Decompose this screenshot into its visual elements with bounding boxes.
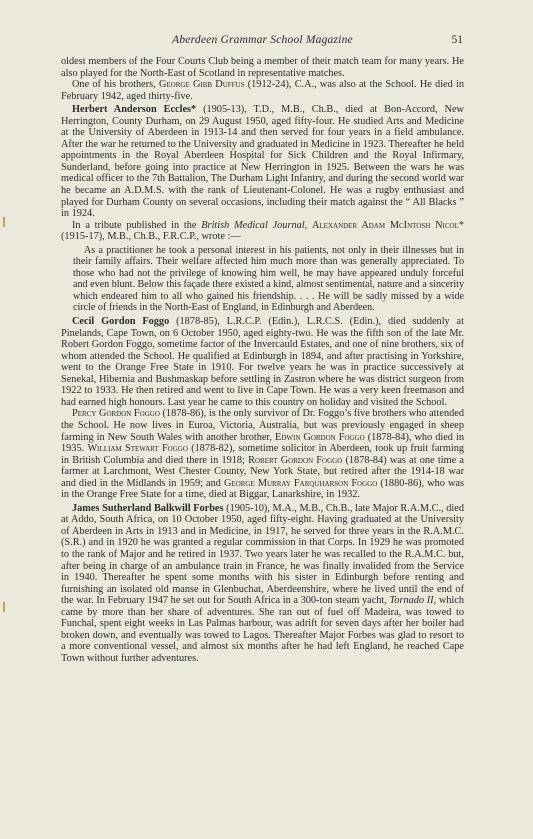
obituary-name: James Sutherland Balkwill Forbes bbox=[72, 502, 224, 514]
person-name: William Stewart Foggo bbox=[87, 443, 188, 455]
margin-mark bbox=[3, 217, 5, 227]
obituary-foggo: Cecil Gordon Foggo (1878-85), L.R.C.P. (Edin.), L.R.C.S. (Edin.), died suddenly at Pinelands, Cape Town, on 6 October 1950, aged eighty-two. He was the fifth son of the late Mr. Robert Gordon Foggo, sometime factor of the Invercauld Estates, and one of nine brothers, six of whom attended the School. He qualified at Edinburgh in 1894, and after practising in Yorkshire, went to the Orange Free State in 1910. For twelve years he was in practice successively at Senekal, Hibernia and Bushmaskap before settling in Zastron where he was district surgeon from 1922 to 1933. He then retired and went to live in Cape Town. He was a very keen freemason and had earned high honours. Last year he came to this country on holiday and visited the School. bbox=[61, 316, 464, 408]
obituary-forbes: James Sutherland Balkwill Forbes (1905-10), M.A., M.B., Ch.B., late Major R.A.M.C., died at Addo, South Africa, on 10 October 1950, aged fifty-eight. Having graduated at the University of Aberdeen in Arts in 1913 and in Medicine, in 1917, he served for three years in the R.A.M.C. (S.R.) and in 1920 he was granted a regular commission in that Corps. In 1929 he was promoted to the rank of Major and he retired in 1937. Two years later he was recalled to the R.A.M.C. but, after being in charge of an ambulance train in France, he was finally invalided from the Service in 1940. Thereafter he spent some months with his sister in Edinburgh before renting and furnishing an isolated old manse in Glenbuchat, Aberdeenshire, where he lived until the end of the war. In February 1947 he set out for South Africa in a 300-ton steam yacht, Tornado II, which came by more than her share of adventures. She ran out of fuel off Madeira, was towed to Funchal, spent eight weeks in Las Palmas harbour, was adrift for seven days after her boiler had broken down, and eventually was towed to Lagos. Thereafter Major Forbes was glad to resort to a more conventional vessel, and almost six months after he had left England, he reached Cape Town without further adventures. bbox=[61, 502, 464, 664]
obituary-eccles: Herbert Anderson Eccles* (1905-13), T.D., M.B., Ch.B., died at Bon-Accord, New Herrington, County Durham, on 29 August 1950, aged fifty-four. He studied Arts and Medicine at the University of Aberdeen in 1913-14 and then served for four years in a field ambulance. After the war he returned to the University and graduated in Medicine in 1923. Thereafter he held appointments in the Royal Aberdeen Hospital for Sick Children and the Royal Infirmary, Sunderland, before going into practice at New Herrington in 1925. Between the wars he was medical officer to the 7th Battalion, The Durham Light Infantry, and during the second world war he became an A.D.M.S. with the rank of Lieutenant-Colonel. He was a rugby enthusiast and played for Durham County on several occasions, including their match against the “ All Blacks ” in 1924. bbox=[61, 104, 464, 220]
person-name: Robert Gordon Foggo bbox=[248, 454, 343, 466]
ship-name: Tornado II, bbox=[389, 595, 437, 607]
person-name: George Murray Farquharson Foggo bbox=[223, 477, 378, 489]
block-quote: As a practitioner he took a personal interest in his patients, not only in their illnesses but in their family affairs. Their welfare affected him much more than was generally appreciated. To those who had not the privilege of knowing him well, he may have appeared unduly forceful and even blunt. Below this façade there existed a kind, almost sentimental, nature and a sincerity which endeared him to all who gained his friendship. . . . He will be sadly missed by a wide circle of friends in the North-East of England, in Edinburgh and Aberdeen. bbox=[73, 244, 464, 314]
person-name: Edwin Gordon Foggo bbox=[275, 431, 365, 443]
obituary-name: Cecil Gordon Foggo bbox=[72, 316, 170, 328]
person-name: Alexander Adam McIntosh Nicol* bbox=[311, 219, 465, 231]
paragraph: In a tribute published in the British Medical Journal, Alexander Adam McIntosh Nicol* (1915-17), M.B., Ch.B., F.R.C.P., wrote :— bbox=[61, 219, 465, 243]
obituary-name: Herbert Anderson Eccles* bbox=[72, 104, 197, 116]
paragraph: One of his brothers, George Gibb Duffus (1912-24), C.A., was also at the School. He died in February 1942, aged thirty-five. bbox=[61, 79, 464, 102]
paragraph: oldest members of the Four Courts Club being a member of their match team for many years. He also played for the North-East of Scotland in representative matches. bbox=[61, 56, 464, 79]
margin-mark bbox=[3, 602, 5, 612]
magazine-title: Aberdeen Grammar School Magazine bbox=[172, 34, 353, 46]
person-name: Percy Gordon Foggo bbox=[72, 408, 160, 420]
article-body bbox=[61, 56, 464, 664]
person-name: George Gibb Duffus bbox=[158, 79, 245, 91]
running-header bbox=[62, 34, 463, 50]
paragraph: Percy Gordon Foggo (1878-86), is the only survivor of Dr. Foggo’s five brothers who attended the School. He now lives in Euroa, Victoria, Australia, but was previously engaged in sheep farming in New South Wales with another brother, Edwin Gordon Foggo (1878-84), who died in 1935. William Stewart Foggo (1878-82), sometime solicitor in Aberdeen, took up fruit farming in British Columbia and died there in 1918; Robert Gordon Foggo (1878-84) was at one time a farmer at Larchmont, West Chester County, New York State, but retired after the 1914-18 war and died in the Midlands in 1959; and George Murray Farquharson Foggo (1880-86), who was in the Orange Free State for a time, died at Biggar, Lanarkshire, in 1932. bbox=[61, 408, 465, 501]
publication-title: British Medical Journal, bbox=[201, 219, 308, 231]
page-number: 51 bbox=[451, 34, 463, 46]
